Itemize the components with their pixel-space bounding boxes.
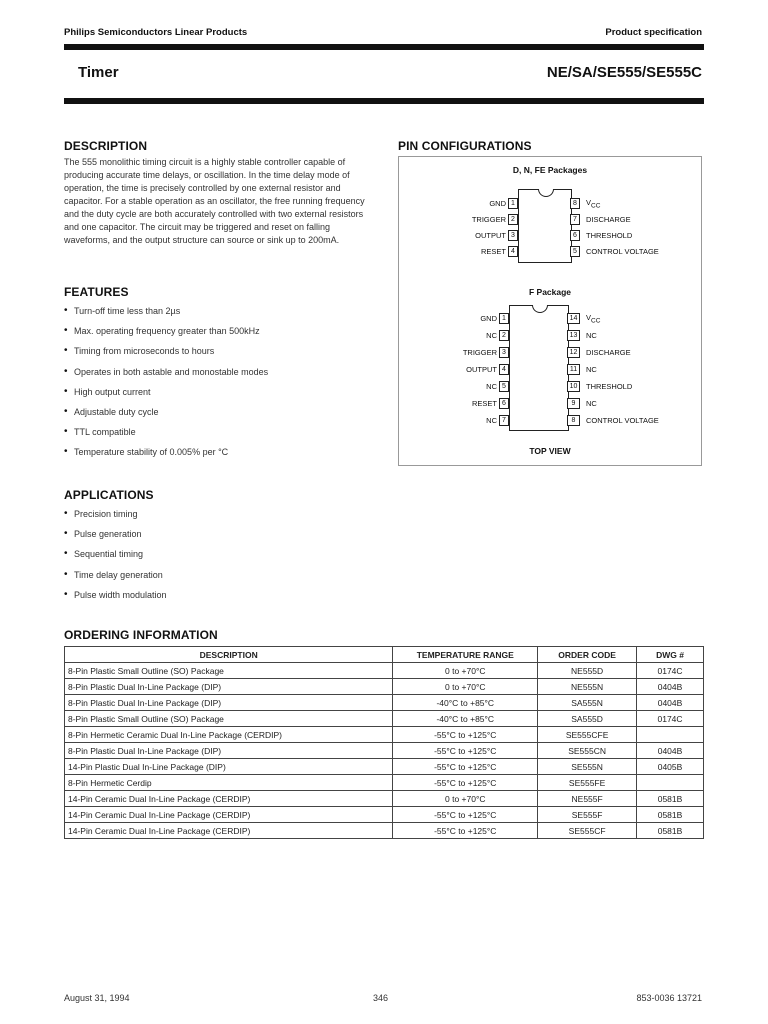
cell-description: 8-Pin Hermetic Cerdip <box>65 775 393 791</box>
pin-name: RESET <box>480 247 506 256</box>
column-header: ORDER CODE <box>538 647 637 663</box>
pkg8-left-pin-1 <box>449 198 518 209</box>
cell-order-code: SE555F <box>538 807 637 823</box>
cell-order-code: NE555D <box>538 663 637 679</box>
pkg8-label: D, N, FE Packages <box>512 165 588 175</box>
table-row <box>65 711 704 727</box>
pin-name: CONTROL VOLTAGE <box>586 416 659 425</box>
cell-order-code: SA555N <box>538 695 637 711</box>
pin-number: 7 <box>499 415 509 426</box>
pin-number: 4 <box>499 364 509 375</box>
pkg14-right-pin-9 <box>567 398 697 409</box>
chip-notch <box>532 305 548 313</box>
pkg14-left-pin-2 <box>439 330 509 341</box>
cell-temperature: 0 to +70°C <box>393 791 538 807</box>
pin-name: NC <box>586 399 597 408</box>
cell-temperature: -40°C to +85°C <box>393 695 538 711</box>
pin-number: 6 <box>570 230 580 241</box>
cell-dwg: 0404B <box>637 695 704 711</box>
applications-list <box>64 509 167 610</box>
pkg14-left-pin-6 <box>439 398 509 409</box>
pin-name: TRIGGER <box>471 215 506 224</box>
pin-number: 5 <box>570 246 580 257</box>
footer-page-number: 346 <box>373 993 389 1003</box>
cell-dwg <box>637 775 704 791</box>
cell-description: 8-Pin Plastic Dual In-Line Package (DIP) <box>65 679 393 695</box>
column-header: DWG # <box>637 647 704 663</box>
cell-dwg: 0404B <box>637 743 704 759</box>
table-row <box>65 743 704 759</box>
pkg14-left-pin-7 <box>439 415 509 426</box>
header-rule-top <box>64 44 704 50</box>
pkg14-left-pin-5 <box>439 381 509 392</box>
feature-item: • High output current <box>64 387 268 407</box>
pin-name: $V_{CC}$ <box>586 312 601 325</box>
cell-temperature: -40°C to +85°C <box>393 711 538 727</box>
ordering-table <box>64 646 704 839</box>
cell-temperature: -55°C to +125°C <box>393 727 538 743</box>
pkg8-right-pin-8 <box>570 198 695 209</box>
pin-number: 10 <box>567 381 580 392</box>
pin-name: OUTPUT <box>466 365 497 374</box>
applications-heading: APPLICATIONS <box>64 488 154 502</box>
cell-dwg: 0581B <box>637 807 704 823</box>
chip-8pin <box>518 189 572 263</box>
table-row <box>65 791 704 807</box>
pkg14-label: F Package <box>528 287 572 297</box>
pin-number: 9 <box>567 398 580 409</box>
pin-number: 13 <box>567 330 580 341</box>
pkg14-left-pin-1 <box>439 313 509 324</box>
page-title: Timer <box>78 64 119 81</box>
cell-order-code: NE555F <box>538 791 637 807</box>
application-item: • Pulse width modulation <box>64 590 167 610</box>
cell-temperature: 0 to +70°C <box>393 679 538 695</box>
pin-config-diagram <box>398 156 702 466</box>
pin-name: NC <box>486 382 497 391</box>
pin-number: 1 <box>499 313 509 324</box>
pin-name: TRIGGER <box>462 348 497 357</box>
pin-name: DISCHARGE <box>586 215 631 224</box>
cell-description: 8-Pin Hermetic Ceramic Dual In-Line Package (CERDIP) <box>65 727 393 743</box>
table-row <box>65 727 704 743</box>
pin-name: OUTPUT <box>475 231 506 240</box>
pkg14-left-pin-3 <box>439 347 509 358</box>
application-item: • Sequential timing <box>64 549 167 569</box>
application-item: • Precision timing <box>64 509 167 529</box>
cell-temperature: -55°C to +125°C <box>393 743 538 759</box>
pin-name: GND <box>480 314 497 323</box>
pin-number: 2 <box>499 330 509 341</box>
pin-name: NC <box>486 416 497 425</box>
cell-description: 14-Pin Ceramic Dual In-Line Package (CERDIP) <box>65 807 393 823</box>
pin-name: NC <box>486 331 497 340</box>
table-row <box>65 679 704 695</box>
cell-description: 8-Pin Plastic Dual In-Line Package (DIP) <box>65 743 393 759</box>
pin-name: THRESHOLD <box>586 231 633 240</box>
cell-dwg: 0174C <box>637 711 704 727</box>
cell-temperature: -55°C to +125°C <box>393 759 538 775</box>
pkg14-left-pin-4 <box>439 364 509 375</box>
pkg8-left-pin-3 <box>449 230 518 241</box>
cell-order-code: SA555D <box>538 711 637 727</box>
pkg8-right-pin-5 <box>570 246 695 257</box>
table-row <box>65 663 704 679</box>
feature-item: • TTL compatible <box>64 427 268 447</box>
feature-item: • Temperature stability of 0.005% per °C <box>64 447 268 467</box>
pkg14-right-pin-13 <box>567 330 697 341</box>
pin-name: GND <box>489 199 506 208</box>
cell-temperature: -55°C to +125°C <box>393 807 538 823</box>
vcc-subscript: CC <box>591 202 601 210</box>
cell-temperature: -55°C to +125°C <box>393 775 538 791</box>
footer-date: August 31, 1994 <box>64 993 130 1003</box>
features-list <box>64 306 268 468</box>
pin-name: DISCHARGE <box>586 348 631 357</box>
pin-number: 11 <box>567 364 580 375</box>
cell-order-code: NE555N <box>538 679 637 695</box>
cell-description: 8-Pin Plastic Dual In-Line Package (DIP) <box>65 695 393 711</box>
pin-number: 14 <box>567 313 580 324</box>
application-item: • Time delay generation <box>64 570 167 590</box>
pin-number: 7 <box>570 214 580 225</box>
cell-order-code: SE555N <box>538 759 637 775</box>
cell-description: 14-Pin Ceramic Dual In-Line Package (CERDIP) <box>65 791 393 807</box>
pin-name: NC <box>586 365 597 374</box>
table-row <box>65 695 704 711</box>
cell-dwg: 0174C <box>637 663 704 679</box>
pkg8-right-pin-7 <box>570 214 695 225</box>
table-header-row <box>65 647 704 663</box>
pkg14-right-pin-11 <box>567 364 697 375</box>
pin-name: NC <box>586 331 597 340</box>
pin-number: 12 <box>567 347 580 358</box>
vcc-subscript: CC <box>591 317 601 325</box>
cell-description: 8-Pin Plastic Small Outline (SO) Package <box>65 663 393 679</box>
pin-number: 2 <box>508 214 518 225</box>
description-heading: DESCRIPTION <box>64 139 148 153</box>
application-item: • Pulse generation <box>64 529 167 549</box>
table-row <box>65 759 704 775</box>
pin-name: THRESHOLD <box>586 382 633 391</box>
pin-number: 5 <box>499 381 509 392</box>
pkg8-right-pin-6 <box>570 230 695 241</box>
company-name: Philips Semiconductors Linear Products <box>64 27 248 38</box>
pin-number: 1 <box>508 198 518 209</box>
cell-dwg: 0405B <box>637 759 704 775</box>
top-view-label: TOP VIEW <box>529 446 571 456</box>
cell-dwg: 0404B <box>637 679 704 695</box>
column-header: TEMPERATURE RANGE <box>393 647 538 663</box>
pin-name: $V_{CC}$ <box>586 197 601 210</box>
pin-name: CONTROL VOLTAGE <box>586 247 659 256</box>
cell-temperature: 0 to +70°C <box>393 663 538 679</box>
pkg8-left-pin-2 <box>449 214 518 225</box>
cell-dwg: 0581B <box>637 791 704 807</box>
header-rule-bottom <box>64 98 704 104</box>
pkg14-right-pin-14 <box>567 313 697 324</box>
ordering-heading: ORDERING INFORMATION <box>64 628 218 642</box>
cell-order-code: SE555CN <box>538 743 637 759</box>
doc-type: Product specification <box>605 27 702 38</box>
pin-number: 3 <box>508 230 518 241</box>
pkg14-right-pin-10 <box>567 381 697 392</box>
cell-dwg <box>637 727 704 743</box>
pin-number: 3 <box>499 347 509 358</box>
cell-description: 14-Pin Ceramic Dual In-Line Package (CERDIP) <box>65 823 393 839</box>
feature-item: • Turn-off time less than 2µs <box>64 306 268 326</box>
description-text: The 555 monolithic timing circuit is a highly stable controller capable of producing accurate time delays, or oscillation. In the time delay mode of operation, the time is precisely controlled by one external resistor and capacitor. For a stable operation as an oscillator, the free running frequency and the duty cycle are both accurately controlled with two external resistors and one capacitor. The circuit may be triggered and reset on falling waveforms, and the output structure can source or sink up to 200mA. <box>64 157 365 245</box>
cell-order-code: SE555CF <box>538 823 637 839</box>
pin-number: 8 <box>567 415 580 426</box>
pkg14-right-pin-12 <box>567 347 697 358</box>
chip-notch <box>538 189 554 197</box>
pin-name: RESET <box>471 399 497 408</box>
footer-doc-number: 853-0036 13721 <box>636 993 702 1003</box>
cell-order-code: SE555CFE <box>538 727 637 743</box>
column-header: DESCRIPTION <box>65 647 393 663</box>
feature-item: • Timing from microseconds to hours <box>64 346 268 366</box>
cell-description: 8-Pin Plastic Small Outline (SO) Package <box>65 711 393 727</box>
cell-temperature: -55°C to +125°C <box>393 823 538 839</box>
pin-number: 4 <box>508 246 518 257</box>
cell-dwg: 0581B <box>637 823 704 839</box>
pin-config-heading: PIN CONFIGURATIONS <box>398 139 532 153</box>
features-heading: FEATURES <box>64 285 129 299</box>
chip-14pin <box>509 305 569 431</box>
pkg8-left-pin-4 <box>449 246 518 257</box>
table-row <box>65 823 704 839</box>
cell-description: 14-Pin Plastic Dual In-Line Package (DIP) <box>65 759 393 775</box>
pkg14-right-pin-8 <box>567 415 697 426</box>
pin-number: 6 <box>499 398 509 409</box>
table-row <box>65 807 704 823</box>
pin-number: 8 <box>570 198 580 209</box>
feature-item: • Adjustable duty cycle <box>64 407 268 427</box>
table-row <box>65 775 704 791</box>
cell-order-code: SE555FE <box>538 775 637 791</box>
part-numbers: NE/SA/SE555/SE555C <box>546 64 702 81</box>
feature-item: • Max. operating frequency greater than 500kHz <box>64 326 268 346</box>
feature-item: • Operates in both astable and monostable modes <box>64 367 268 387</box>
